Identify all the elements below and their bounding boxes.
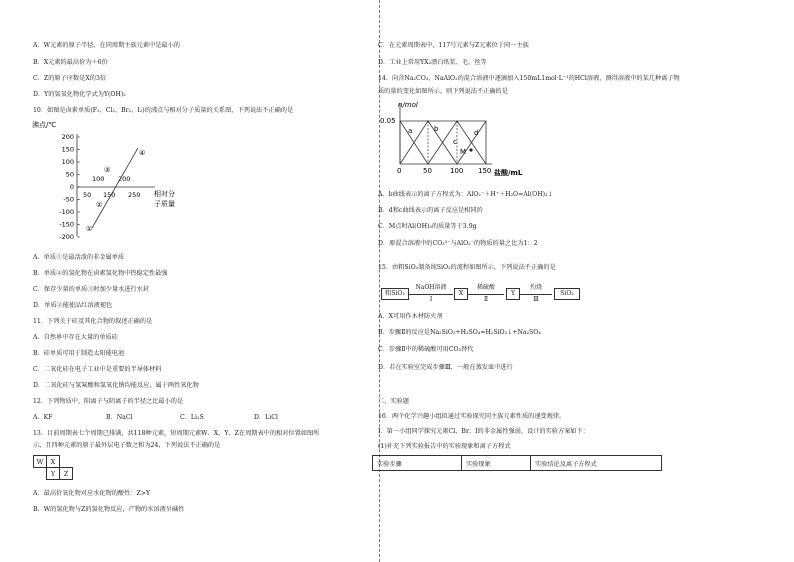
q10-ytick-label: -100 [59, 208, 74, 216]
q10-boiling-point-chart [30, 118, 200, 240]
q13-table-row [34, 456, 73, 468]
left-column [0, 0, 380, 562]
q14-curve-d: d [474, 129, 479, 137]
q9-option-c: C．Z的原子序数是X的3倍 [33, 75, 107, 82]
q14-xtick-50: 50 [423, 167, 432, 175]
section-heading: 二、实验题 [378, 398, 409, 405]
q10-xlabel-2: 子质量 [154, 200, 175, 208]
q9-option-a: A．W元素的原子半径，在同周期主族元素中是最小的 [33, 42, 180, 49]
q16-experiment-table [372, 455, 662, 471]
q13-cell: Z [60, 468, 73, 480]
q14-xtick-0: 0 [397, 167, 402, 175]
q14-stem-line2: 质的量的变化如图所示，则下列说法不正确的是 [378, 88, 508, 95]
q13-cell [34, 468, 47, 480]
q14-xtick-100: 100 [450, 167, 464, 175]
q15-step3: Ⅲ [533, 296, 539, 303]
q15-arrow3-label: 灼烧 [529, 284, 542, 291]
q11-option-b: B．硅单质可用于制造太阳能电池 [33, 350, 125, 357]
table-row [373, 456, 662, 471]
q15-option-a: A．X可用作木材防火剂 [378, 313, 443, 320]
q10-ytick-label: -50 [63, 195, 74, 204]
q12-stem: 12．下列物质中，阳离子与阴离子的半径之比最小的是 [33, 398, 184, 405]
q10-xlabel-1: 相对分 [154, 190, 175, 198]
q10-stem: 10．如图是卤素单质(F₂、Cl₂、Br₂、I₂)的沸点与相对分子质量的关系图，下列说法不正确的是 [33, 107, 294, 114]
q15-box-pure-sio2: SiO₂ [554, 288, 580, 300]
q9-option-b: B．X元素的最高价为＋6价 [33, 59, 108, 66]
q10-ytick-label: -150 [59, 220, 74, 229]
q14-point-m [469, 148, 472, 151]
q14-stem-line1: 14．向含Na₂CO₃、NaAlO₂的混合溶液中逐滴加入150mL1mol·L⁻¹的HCl溶液，测得溶液中的某几种离子物 [378, 75, 680, 82]
q10-ytick-label: 0 [69, 183, 74, 191]
q11-option-c: C．二氧化硅在电子工业中是重要的半导体材料 [33, 366, 162, 373]
q14-option-b: B．d和c曲线表示的离子反应是相同的 [378, 207, 483, 214]
q16-stem: 16．两个化学兴趣小组拟通过实验探究同主族元素性质的递变规律。 [378, 413, 566, 420]
q15-box-crude-sio2: 粗SiO₂ [381, 288, 409, 300]
q14-curve-b: b [434, 125, 439, 133]
q15-arrow2 [468, 294, 504, 295]
q10-point-2: ② [96, 201, 103, 209]
q13-periodic-table [33, 455, 73, 480]
q13-cell [60, 456, 73, 468]
q14-point-label: M [460, 148, 467, 156]
q10-point-1: ① [86, 225, 93, 233]
q12-option-d: D．LiCl [254, 414, 278, 421]
q15-arrow1 [409, 294, 453, 295]
q10-option-a: A．单质①是最活泼的非金属单质 [33, 254, 125, 261]
q14-xlabel: 盐酸/mL [494, 169, 523, 177]
q10-point-3: ③ [104, 166, 111, 174]
q11-stem: 11．下列关于硅及其化合物的叙述正确的是 [33, 318, 153, 325]
q9-option-d: D．Y的氢氧化物化学式为Y(OH)₂ [33, 91, 126, 98]
q16-sub1: (1)补充下列实验报告中的实验现象和离子方程式 [378, 443, 511, 450]
q13-option-a: A．最高价氧化物对应水化物的酸性：Z>Y [33, 490, 151, 497]
table-header: 实验结论及离子方程式 [531, 456, 662, 471]
q15-arrow2-label: 稀硫酸 [476, 284, 495, 291]
q13-cell: W [34, 456, 47, 468]
q10-option-d: D．单质②能使品红溶液褪色 [33, 302, 113, 309]
q10-xtick-label: 50 [83, 191, 92, 199]
q10-ytick-label: 200 [61, 133, 74, 141]
q14-xtick-150: 150 [478, 167, 492, 175]
q15-option-b: B．步骤Ⅱ的反应是Na₂SiO₃+H₂SO₄=H₂SiO₃↓+Na₂SO₄ [378, 329, 541, 336]
q15-option-d: D．若在实验室完成步骤Ⅲ，一般在蒸发皿中进行 [378, 364, 513, 371]
q14-ion-amount-chart [380, 98, 530, 180]
table-header: 实验步骤 [373, 456, 462, 471]
q10-xtick-label: 100 [92, 175, 105, 183]
q10-option-b: B．单质④的氢化物在卤素氢化物中热稳定性最强 [33, 270, 168, 277]
q13-stem-line1: 13．目前周期表七个周期已排满，共118种元素，短周期元素W、X、Y、Z在周期表中的相对位置如图所 [33, 430, 320, 437]
q14-option-d: D．原混合溶液中的CO₃²⁻与AlO₂⁻的物质的量之比为1：2 [378, 240, 538, 247]
q12-option-c: C．Li₂S [180, 414, 204, 421]
q14-option-a: A．b曲线表示的离子方程式为：AlO₂⁻＋H⁺＋H₂O=Al(OH)₃↓ [378, 191, 553, 198]
q13-table-row [34, 468, 73, 480]
right-column [377, 0, 794, 562]
q13-cell: X [47, 456, 60, 468]
q10-ytick-label: -200 [59, 233, 74, 240]
q13-stem-line2: 示，且四种元素的原子最外层电子数之和为24，下列说法不正确的是 [33, 442, 221, 449]
q14-option-c: C．M点时Al(OH)₃的质量等于3.9g [378, 223, 477, 230]
q15-step1: Ⅰ [429, 296, 433, 303]
q11-option-a: A．自然界中存在大量的单质硅 [33, 334, 118, 341]
q10-xtick-label: 250 [128, 191, 141, 199]
q10-ylabel: 沸点/℃ [32, 121, 57, 129]
q15-box-y: Y [506, 288, 520, 300]
q13-option-c: C．在元素周期表中，117号元素与Z元素位于同一主族 [378, 42, 529, 49]
q15-step2: Ⅱ [483, 296, 489, 303]
q10-ytick-label: 150 [61, 145, 74, 154]
q15-arrow1-label: NaOH溶液 [415, 284, 447, 291]
q12-option-b: B．NaCl [106, 414, 133, 421]
q13-cell: Y [47, 468, 60, 480]
q10-ytick-label: 50 [65, 170, 74, 179]
table-header: 实验现象 [462, 456, 531, 471]
q10-xtick-label: 200 [118, 175, 131, 183]
q15-box-x: X [454, 288, 468, 300]
q15-stem: 15．由粗SiO₂制备纯SiO₂的流程如图所示，下列说法不正确的是 [378, 264, 556, 271]
q13-option-b: B．W的氢化物与Z的氢化物反应，产物的水溶液呈碱性 [33, 506, 185, 513]
q14-ytick: 0.05 [380, 117, 396, 125]
q10-point-4: ④ [139, 149, 146, 157]
q10-xtick-label: 150 [103, 191, 116, 199]
q11-option-d: D．二氧化硅与氢氟酸和氢氧化钠均能反应，属于两性氧化物 [33, 382, 199, 389]
q12-option-a: A．KF [33, 414, 53, 421]
q13-option-d: D．工业上常用YX₂漂白纸浆、毛、丝等 [378, 59, 487, 66]
q14-curve-c: c [453, 138, 457, 146]
q10-option-c: C．保存少量的单质③时加少量水进行水封 [33, 286, 150, 293]
q14-ylabel: n/mol [398, 101, 418, 109]
q14-curve-a: a [408, 127, 413, 135]
q16-part1: Ⅰ．第一小组同学探究元素Cl、Br、I的非金属性强弱，设计的实验方案如下： [378, 428, 589, 435]
q15-option-c: C．步骤Ⅱ中的稀硫酸可用CO₂替代 [378, 346, 474, 353]
q10-ytick-label: 100 [61, 158, 74, 166]
q15-arrow3 [520, 294, 552, 295]
